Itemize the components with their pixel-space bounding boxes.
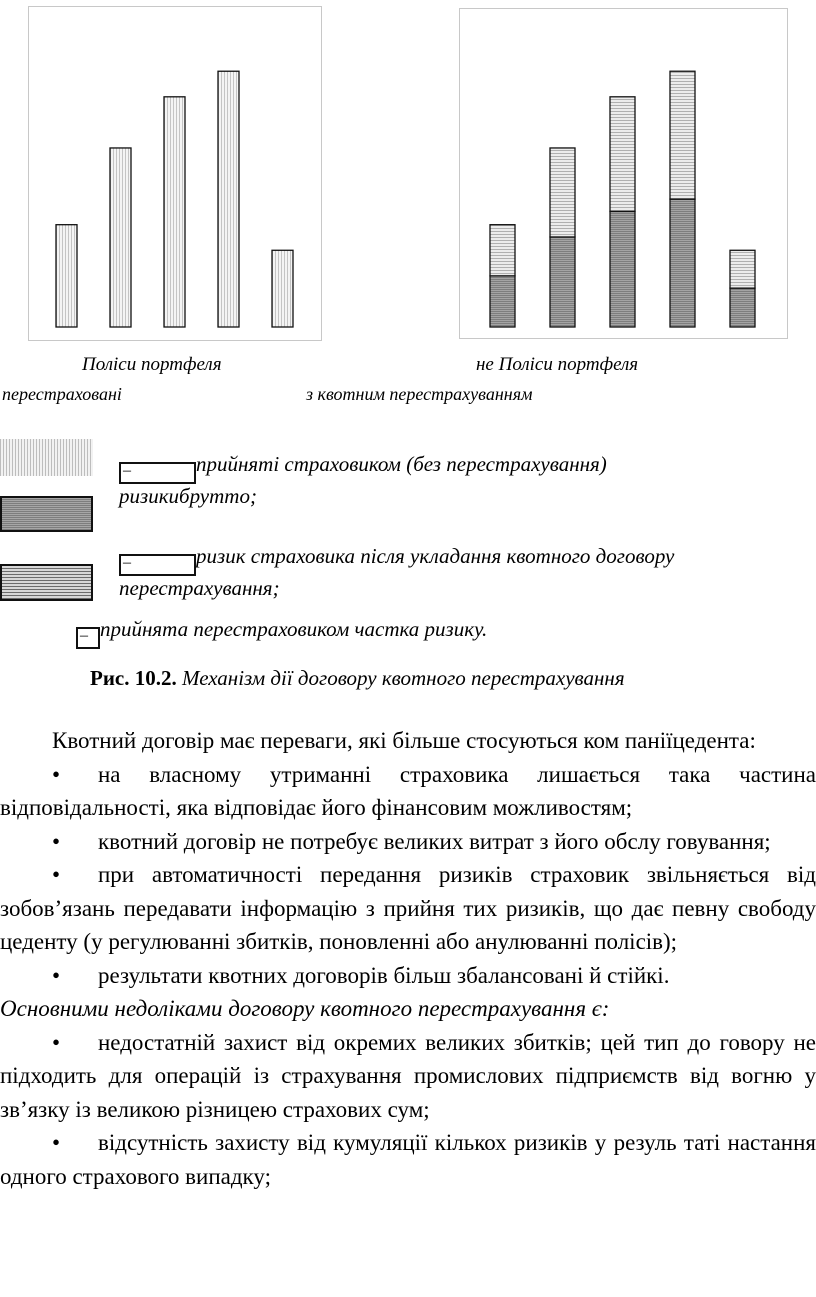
- bullet-text: недостатній захист від окремих великих збитків; цей тип до говору не підходить для операцій із страхування промислових підприємств від вогню у зв’язку із великою різницею страхових сум;: [0, 1029, 816, 1122]
- paragraph-disadvantages: Основними недоліками договору квотного перестрахування є:: [0, 996, 610, 1021]
- bar-5-segment-2: [730, 250, 755, 288]
- bullet-item: [0, 825, 816, 859]
- legend-swatch-striped: [0, 564, 93, 601]
- bullet-marker: •: [52, 962, 61, 988]
- legend-item-1-text: прийняті страховиком (без перестрахування): [196, 452, 607, 476]
- bar-3-segment-1: [610, 211, 635, 327]
- chart-right-panel: [459, 8, 788, 339]
- body-text: [0, 724, 816, 1193]
- legend-dash-box-1: –: [119, 462, 196, 484]
- bar-5-segment-1: [730, 288, 755, 327]
- bullet-text: результати квотних договорів більш збалансовані й стійкі.: [98, 962, 670, 988]
- bullet-item: [0, 959, 816, 993]
- bullet-marker: •: [52, 828, 61, 854]
- caption-left-line2: перестраховані: [2, 384, 122, 404]
- bar-3-segment-1: [164, 97, 185, 327]
- bar-3-segment-2: [610, 97, 635, 212]
- chart-left-panel: [28, 6, 322, 341]
- bullet-marker: •: [52, 862, 61, 887]
- bullet-text: відсутність захисту від кумуляції кількох ризиків у резуль таті настання одного страхового випадку;: [0, 1130, 816, 1189]
- bullet-text: квотний договір не потребує великих витрат з його обслу говування;: [98, 828, 771, 854]
- bar-4-segment-1: [670, 199, 695, 327]
- bullet-item: [0, 758, 816, 825]
- bullet-item: [0, 1026, 816, 1127]
- chart-left-svg: [29, 7, 321, 340]
- bar-1-segment-1: [56, 225, 77, 327]
- bullet-marker: •: [52, 761, 61, 787]
- legend-swatch-dark: [0, 496, 93, 532]
- legend-dash-box-3: –: [76, 627, 100, 649]
- bullet-marker: •: [52, 1130, 61, 1155]
- figure-number: Рис. 10.2.: [90, 666, 177, 690]
- legend-item-3: [76, 614, 487, 649]
- chart-right-svg: [460, 9, 787, 338]
- bullet-text: при автоматичності передання ризиків страховик звільняється від зобов’язань передавати інформацію з прийня тих ризиків, що дає певну свободу цеденту (у регулюванні збитків, поновленні або анулюванні полісів);: [0, 862, 816, 954]
- bar-4-segment-1: [218, 71, 239, 327]
- caption-right-line2: з квотним перестрахуванням: [306, 384, 533, 404]
- bar-2-segment-1: [110, 148, 131, 327]
- legend-dash-box-2: –: [119, 554, 196, 576]
- legend-item-2-text: ризик страховика після укладання квотного договору: [196, 544, 675, 568]
- legend-item-3-text: прийнята перестраховиком частка ризику.: [100, 617, 488, 641]
- legend-item-2: [119, 541, 674, 576]
- paragraph-intro: Квотний договір має переваги, які більше стосуються ком паніїцедента:: [52, 728, 756, 753]
- bar-5-segment-1: [272, 250, 293, 327]
- legend-item-2-cont: перестрахування;: [119, 576, 280, 600]
- figure-title: Механізм дії договору квотного перестрахування: [182, 666, 625, 690]
- bar-4-segment-2: [670, 71, 695, 199]
- bar-2-segment-1: [550, 237, 575, 327]
- bar-1-segment-1: [490, 276, 515, 327]
- legend-item-1-cont: ризикибрутто;: [119, 484, 257, 508]
- caption-left-line1: Поліси портфеля: [82, 354, 222, 375]
- bar-2-segment-2: [550, 148, 575, 237]
- caption-right-line1: не Поліси портфеля: [476, 354, 639, 375]
- legend-swatch-light: [0, 439, 93, 476]
- figure-caption: [90, 666, 625, 691]
- bullet-text: на власному утриманні страховика лишається така частина відповідальності, яка відповідає його фінансовим можливостям;: [0, 761, 816, 820]
- bar-1-segment-2: [490, 225, 515, 276]
- bullet-item: [0, 1126, 816, 1193]
- bullet-marker: •: [52, 1029, 61, 1055]
- legend-item-1: [119, 449, 607, 484]
- bullet-item: [0, 858, 816, 959]
